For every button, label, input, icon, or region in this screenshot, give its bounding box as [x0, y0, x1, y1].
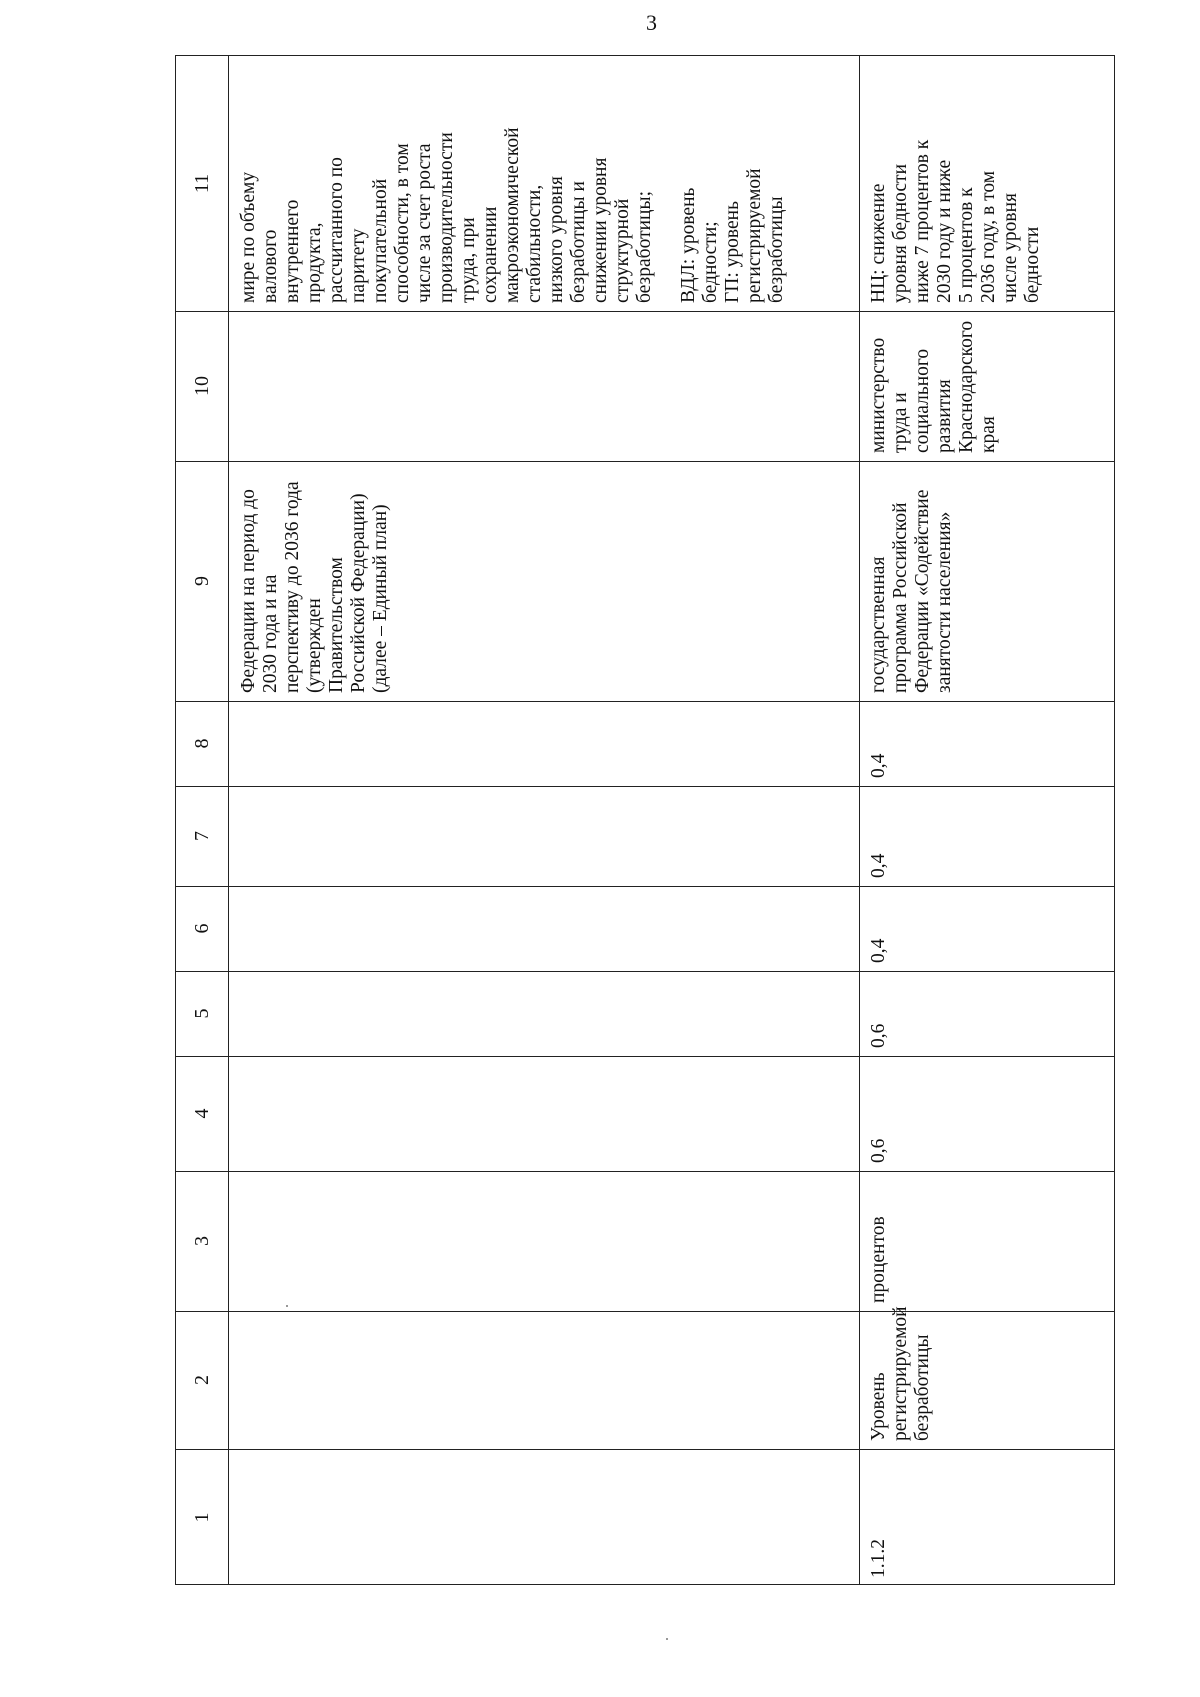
national-goal-link: НЦ: снижение уровня бедности ниже 7 процентов к 2030 году и ниже 5 процентов к 2036 году, в том числе уровня бедности	[868, 139, 1043, 303]
value-col-8: 0,4	[868, 753, 889, 778]
indicator-name: Уровень регистрируемой безработицы	[868, 1306, 933, 1441]
header-col-9: 9	[191, 576, 213, 586]
unit-of-measure: процентов	[868, 1216, 889, 1303]
continuation-program-text: Федерации на период до 2030 года и на перспективу до 2036 года (утвержден Правительством Российской Федерации) (далее – Единый план)	[238, 481, 391, 693]
header-col-6: 6	[191, 923, 213, 934]
scan-speck	[666, 1638, 668, 1640]
responsible-ministry: министерство труда и социального развития Краснодарского края	[868, 320, 999, 453]
header-col-4: 4	[191, 1108, 213, 1119]
header-col-10: 10	[191, 376, 213, 396]
rotated-table-content	[176, 56, 1116, 1586]
header-col-2: 2	[191, 1375, 213, 1385]
scan-speck	[286, 1305, 288, 1307]
header-col-5: 5	[191, 1008, 213, 1019]
continuation-goal-text: мире по объему валового внутреннего продукта, рассчитанного по паритету покупательной способности, в том числе за счет роста производительности труда, при сохранении макроэкономической стабильности, низкого уровня безработицы и снижении уровня структурной безработицы; ВДЛ: уровень бедности; ГП: уровень регистрируемой безработицы	[238, 127, 787, 303]
value-col-6: 0,4	[868, 938, 889, 963]
value-col-7: 0,4	[868, 853, 889, 878]
state-program: государственная программа Российской Федерации «Содействие занятости населения»	[868, 489, 955, 693]
value-col-5: 0,6	[868, 1023, 889, 1048]
value-col-4: 0,6	[868, 1138, 889, 1163]
header-col-1: 1	[191, 1512, 213, 1523]
header-col-11: 11	[191, 173, 213, 194]
row-number: 1.1.2	[868, 1539, 889, 1578]
header-col-7: 7	[191, 831, 213, 841]
header-col-3: 3	[191, 1236, 213, 1246]
header-col-8: 8	[191, 738, 213, 749]
indicator-table	[175, 55, 1115, 1585]
page-number: 3	[646, 10, 657, 35]
